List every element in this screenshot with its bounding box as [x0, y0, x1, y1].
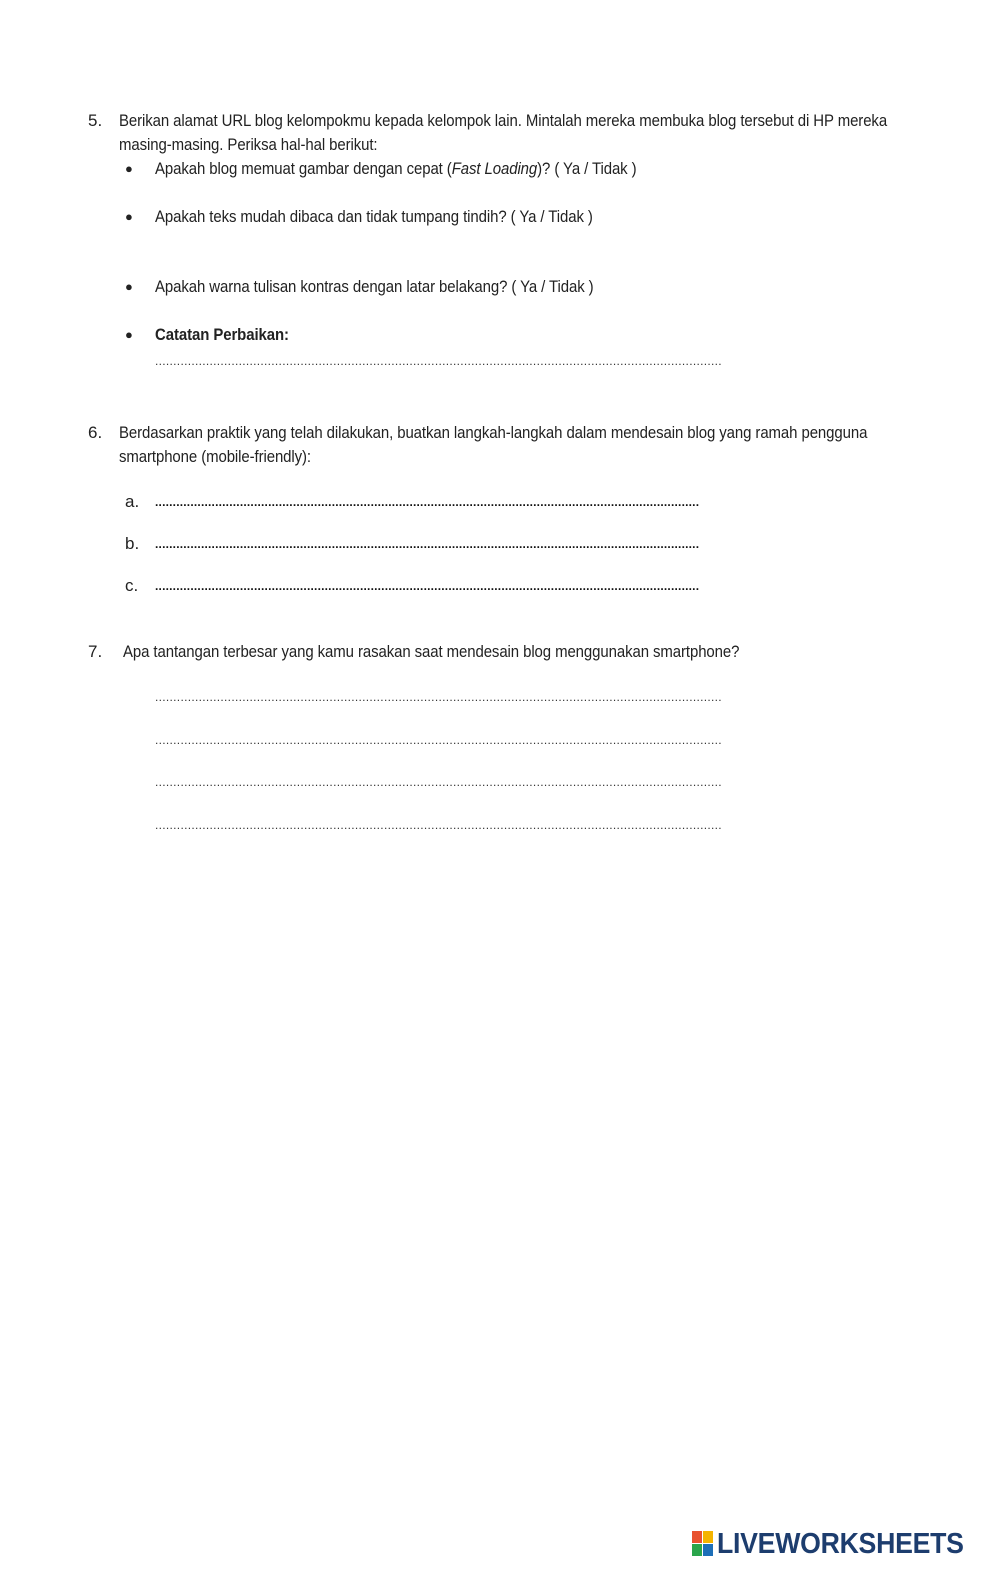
q6-text-line1: Berdasarkan praktik yang telah dilakukan, buatkan langkah-langkah dalam mendesain blog yang ramah pengguna	[119, 423, 868, 442]
q7-answer-line-1[interactable]: ............................................................................................................................................................	[155, 690, 722, 704]
q6-text-line2: smartphone (mobile-friendly):	[119, 447, 312, 466]
q5-bullet-readability: Apakah teks mudah dibaca dan tidak tumpang tindih? ( Ya / Tidak )	[155, 207, 593, 226]
bullet-icon: ●	[125, 161, 133, 176]
q6-number: 6.	[88, 423, 103, 442]
q6-item-a-answer-line[interactable]: ..........................................................................................................................................................	[155, 495, 700, 509]
q5-text-line1: Berikan alamat URL blog kelompokmu kepada kelompok lain. Mintalah mereka membuka blog tersebut di HP mereka	[119, 111, 888, 130]
q5-notes-answer-line[interactable]: ............................................................................................................................................................	[155, 354, 722, 368]
liveworksheets-logo	[692, 1524, 985, 1564]
q6-item-b-answer-line[interactable]: ..........................................................................................................................................................	[155, 537, 700, 551]
q6-item-c-label: c.	[125, 576, 139, 595]
q6-item-c-answer-line[interactable]: ..........................................................................................................................................................	[155, 579, 700, 593]
bullet-icon: ●	[125, 327, 133, 342]
q5-bullet-notes-label: Catatan Perbaikan:	[155, 325, 289, 344]
q5-bullet-fast-loading	[155, 157, 637, 181]
bullet-icon: ●	[125, 209, 133, 224]
q6-item-a-label: a.	[125, 492, 140, 511]
q6-item-b-label: b.	[125, 534, 140, 553]
liveworksheets-logo-icon	[692, 1531, 714, 1557]
q7-question: Apa tantangan terbesar yang kamu rasakan saat mendesain blog menggunakan smartphone?	[123, 642, 740, 661]
q7-number: 7.	[88, 642, 103, 661]
q5-text-line2: masing-masing. Periksa hal-hal berikut:	[119, 135, 378, 154]
q5-bullet-contrast: Apakah warna tulisan kontras dengan latar belakang? ( Ya / Tidak )	[155, 277, 594, 296]
q5-number: 5.	[88, 111, 103, 130]
q5-bullet-1-italic: Fast Loading	[451, 159, 538, 178]
q5-bullet-1-pre: Apakah blog memuat gambar dengan cepat (	[155, 159, 452, 178]
q7-answer-line-4[interactable]: ............................................................................................................................................................	[155, 818, 722, 832]
q5-bullet-1-post: )? ( Ya / Tidak )	[537, 159, 637, 178]
liveworksheets-brand-text: LIVEWORKSHEETS	[717, 1527, 964, 1560]
q7-answer-line-3[interactable]: ............................................................................................................................................................	[155, 775, 722, 789]
q7-answer-line-2[interactable]: ............................................................................................................................................................	[155, 733, 722, 747]
bullet-icon: ●	[125, 279, 133, 294]
